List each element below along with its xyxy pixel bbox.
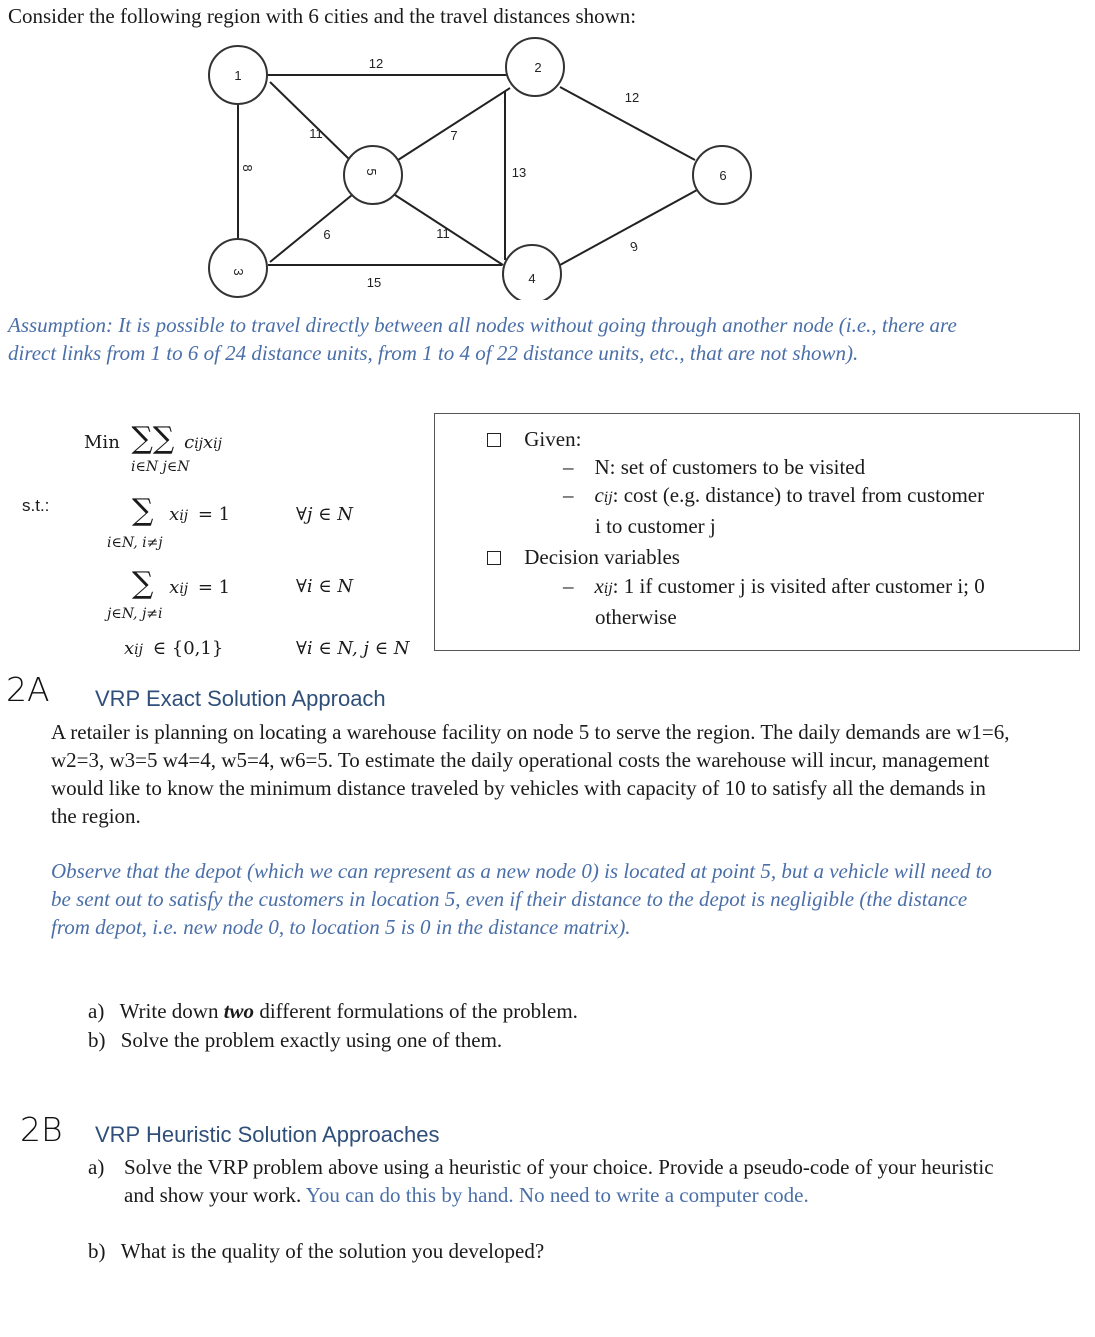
assumption-text: Assumption: It is possible to travel directly between all nodes without going through another node (i.e., there are direct links from 1 to 6 of 24 distance units, from 1 to 4 of 22 distance units, etc., that are not shown). [8, 313, 957, 365]
node-5-label: 5 [364, 168, 379, 176]
section-2b-heading: VRP Heuristic Solution Approaches [95, 1122, 440, 1147]
edge-1-5 [270, 82, 350, 160]
network-graph [0, 0, 1095, 300]
decision-x: – xij: 1 if customer j is visited after customer i; 0 [563, 574, 985, 598]
node-3-label: 3 [231, 268, 246, 276]
edge-label-4-6: 6 [628, 238, 641, 255]
edge-label-1-2: 12 [368, 56, 384, 71]
constraint-1: ∑ xij = 1 [132, 493, 231, 528]
section-2a-item-b: b) Solve the problem exactly using one of them. [88, 1028, 503, 1052]
objective-under: i∈N j∈N [131, 459, 190, 475]
constraint-2: ∑ xij = 1 [132, 566, 231, 601]
section-2b-item-b: b) What is the quality of the solution you developed? [88, 1239, 545, 1263]
edge-label-1-5: 11 [309, 126, 323, 141]
edge-label-2-6: 12 [624, 90, 640, 105]
handwritten-2b: 2B [20, 1110, 63, 1149]
edge-label-5-4: 11 [436, 226, 450, 241]
section-2b-item-a-prefix: a) [88, 1155, 105, 1179]
constraint-1-forall: ∀j ∈ N [296, 504, 353, 525]
section-2a-item-a: a) Write down two different formulations of the problem. [88, 999, 578, 1023]
section-2a-observation: Observe that the depot (which we can represent as a new node 0) is located at point 5, but a vehicle will need to be sent out to satisfy the customers in location 5, even if their distance to the depot is negligible (the distance from depot, i.e. new node 0, to location 5 is 0 in the distance matrix). [51, 859, 992, 939]
section-2b-item-a: Solve the VRP problem above using a heuristic of your choice. Provide a pseudo-code of your heuristic and show your work. You can do this by hand. No need to write a computer code. [124, 1155, 994, 1207]
checkbox-icon [487, 433, 501, 447]
constraint-2-under: j∈N, j≠i [107, 606, 163, 622]
given-n: – N: set of customers to be visited [563, 455, 866, 479]
handwritten-2a: 2A [6, 670, 50, 709]
st-label: s.t.: [22, 496, 50, 515]
decision-x-line2: otherwise [595, 605, 677, 629]
given-c-line2: i to customer j [595, 514, 716, 538]
constraint-3: xij ∈ {0,1} [124, 638, 224, 659]
edge-5-2 [398, 88, 510, 160]
edge-label-1-3: 8 [240, 164, 255, 172]
node-2-label: 2 [534, 60, 542, 75]
edge-label-3-4: 15 [366, 275, 382, 290]
intro-text: Consider the following region with 6 cities and the travel distances shown: [8, 4, 637, 28]
edge-label-5-2: 7 [450, 128, 458, 143]
section-2a-paragraph: A retailer is planning on locating a warehouse facility on node 5 to serve the region. The daily demands are w1=6, w2=3, w3=5 w4=4, w5=4, w6=5. To estimate the daily operational costs the warehouse will incur, management would like to know the minimum distance traveled by vehicles with capacity of 10 to satisfy all the demands in the region. [51, 720, 1010, 828]
constraint-1-under: i∈N, i≠j [107, 535, 163, 551]
edge-5-3 [270, 195, 352, 262]
decision-row: Decision variables [487, 545, 680, 570]
edge-label-5-3: 9 [323, 227, 331, 242]
given-c: – cij: cost (e.g. distance) to travel from customer [563, 483, 985, 507]
objective: Min ∑∑ cijxij [84, 421, 222, 456]
edge-label-2-4: 13 [511, 165, 527, 180]
node-6-label: 6 [719, 168, 727, 183]
node-4-label: 4 [528, 271, 536, 286]
constraint-2-forall: ∀i ∈ N [296, 576, 354, 597]
section-2a-heading: VRP Exact Solution Approach [95, 686, 386, 711]
edge-4-6 [560, 190, 697, 265]
checkbox-icon [487, 551, 501, 565]
node-1-label: 1 [234, 68, 242, 83]
constraint-3-forall: ∀i ∈ N, j ∈ N [296, 638, 410, 659]
given-row: Given: [487, 427, 581, 452]
